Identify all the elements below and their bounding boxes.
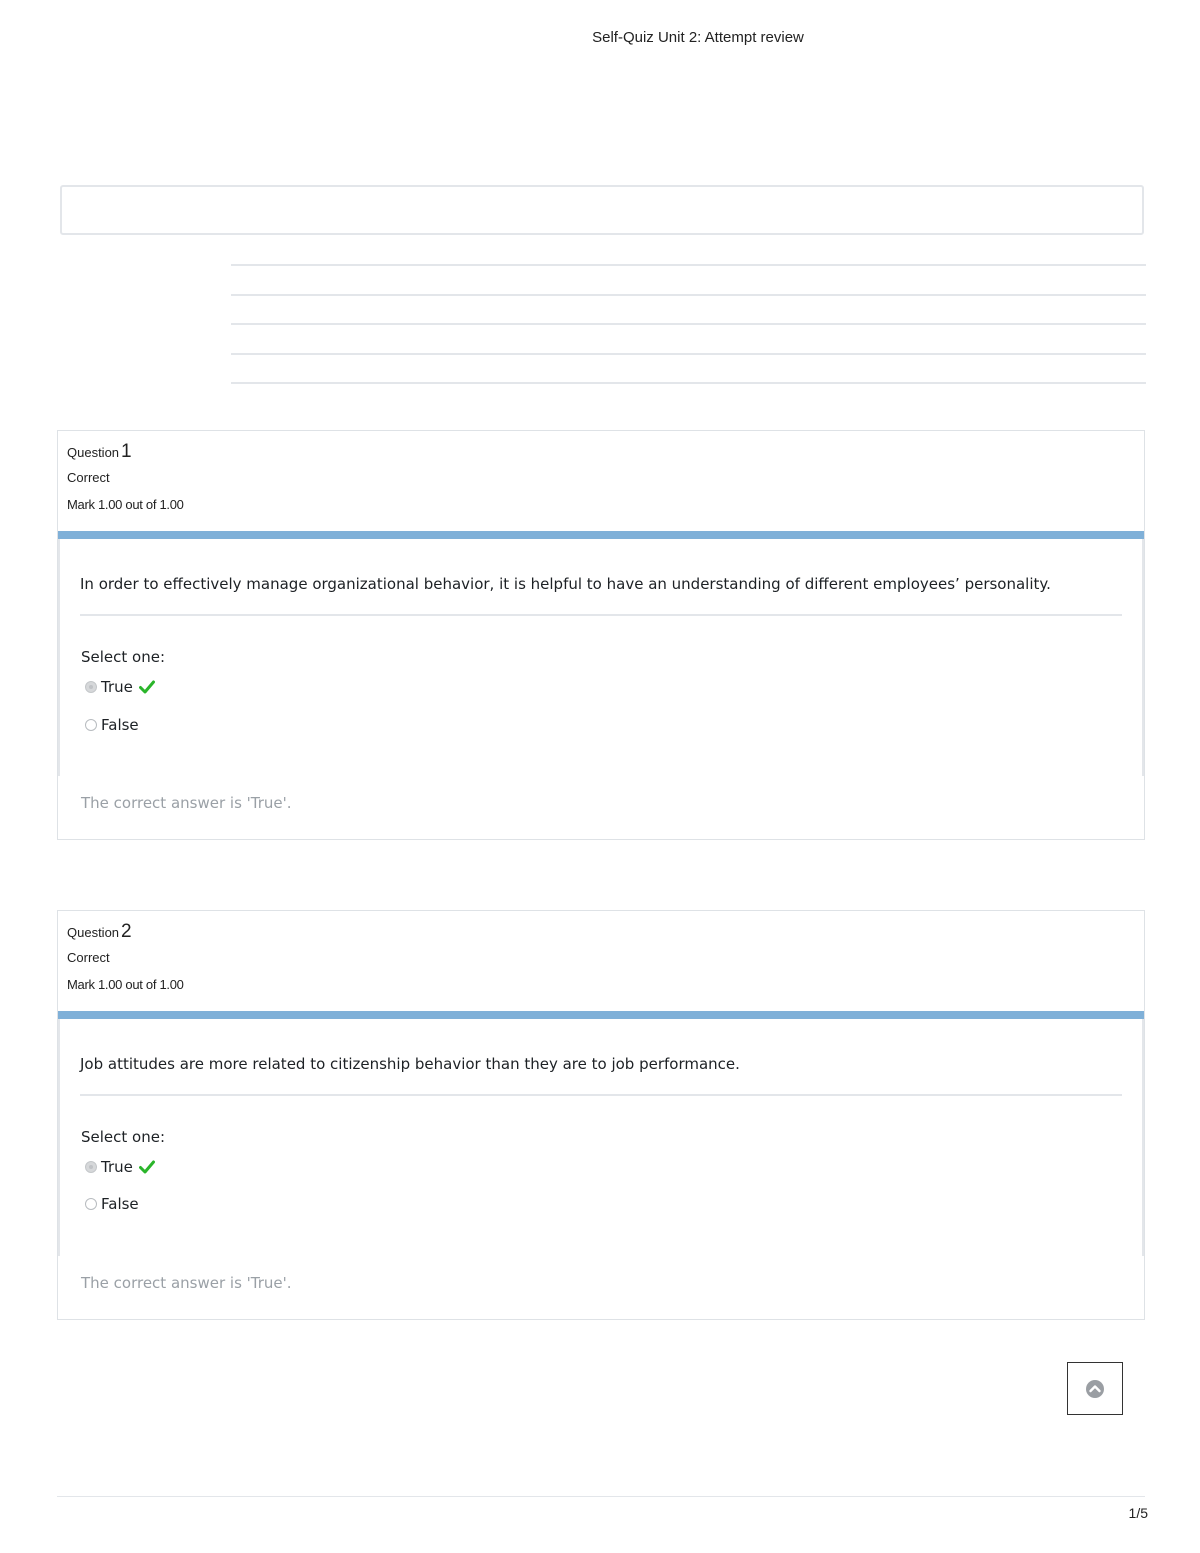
question-info-bar: [58, 531, 1144, 539]
radio-selected[interactable]: [85, 681, 97, 693]
question-label: Question: [67, 445, 120, 460]
page-number: 1/5: [1128, 1505, 1148, 1521]
summary-divider: [231, 323, 1146, 325]
question-card-2: [57, 910, 1145, 1320]
question-state: Correct: [67, 470, 110, 485]
question-grade: Mark 1.00 out of 1.00: [67, 497, 184, 512]
select-one-prompt: Select one:: [81, 1128, 166, 1146]
question-divider: [80, 614, 1122, 616]
question-content: [58, 1019, 1144, 1256]
question-info: [67, 441, 184, 512]
option-label: True: [101, 678, 133, 696]
question-text: Job attitudes are more related to citizenship behavior than they are to job performance.: [80, 1055, 740, 1073]
correct-answer-feedback: The correct answer is 'True'.: [81, 1274, 292, 1292]
radio-unselected[interactable]: [85, 1198, 97, 1210]
question-number-value: 1: [121, 441, 132, 462]
question-number: [67, 921, 184, 941]
question-info-bar: [58, 1011, 1144, 1019]
select-one-prompt: Select one:: [81, 648, 166, 666]
question-label: Question: [67, 925, 120, 940]
summary-divider: [231, 382, 1146, 384]
question-number-value: 2: [121, 921, 132, 942]
radio-unselected[interactable]: [85, 719, 97, 731]
summary-divider: [231, 294, 1146, 296]
check-icon: [139, 680, 155, 694]
footer-divider: [57, 1496, 1145, 1497]
page-title: Self-Quiz Unit 2: Attempt review: [592, 29, 804, 46]
question-content: [58, 539, 1144, 776]
answer-option-false[interactable]: [85, 1195, 139, 1213]
option-label: False: [101, 1195, 139, 1213]
question-divider: [80, 1094, 1122, 1096]
answer-option-true[interactable]: [85, 678, 155, 696]
question-text: In order to effectively manage organizational behavior, it is helpful to have an understanding of different employees’ personality.: [80, 575, 1051, 593]
correct-answer-feedback: The correct answer is 'True'.: [81, 794, 292, 812]
chevron-up-circle-icon: [1085, 1379, 1105, 1399]
summary-divider: [231, 353, 1146, 355]
question-state: Correct: [67, 950, 110, 965]
radio-selected[interactable]: [85, 1161, 97, 1173]
answer-option-true[interactable]: [85, 1158, 155, 1176]
question-number: [67, 441, 184, 461]
check-icon: [139, 1160, 155, 1174]
question-grade: Mark 1.00 out of 1.00: [67, 977, 184, 992]
attempt-summary-box: [60, 185, 1144, 235]
option-label: False: [101, 716, 139, 734]
back-to-top-button[interactable]: [1067, 1362, 1123, 1415]
summary-divider: [231, 264, 1146, 266]
answer-option-false[interactable]: [85, 716, 139, 734]
question-info: [67, 921, 184, 992]
option-label: True: [101, 1158, 133, 1176]
question-card-1: [57, 430, 1145, 840]
